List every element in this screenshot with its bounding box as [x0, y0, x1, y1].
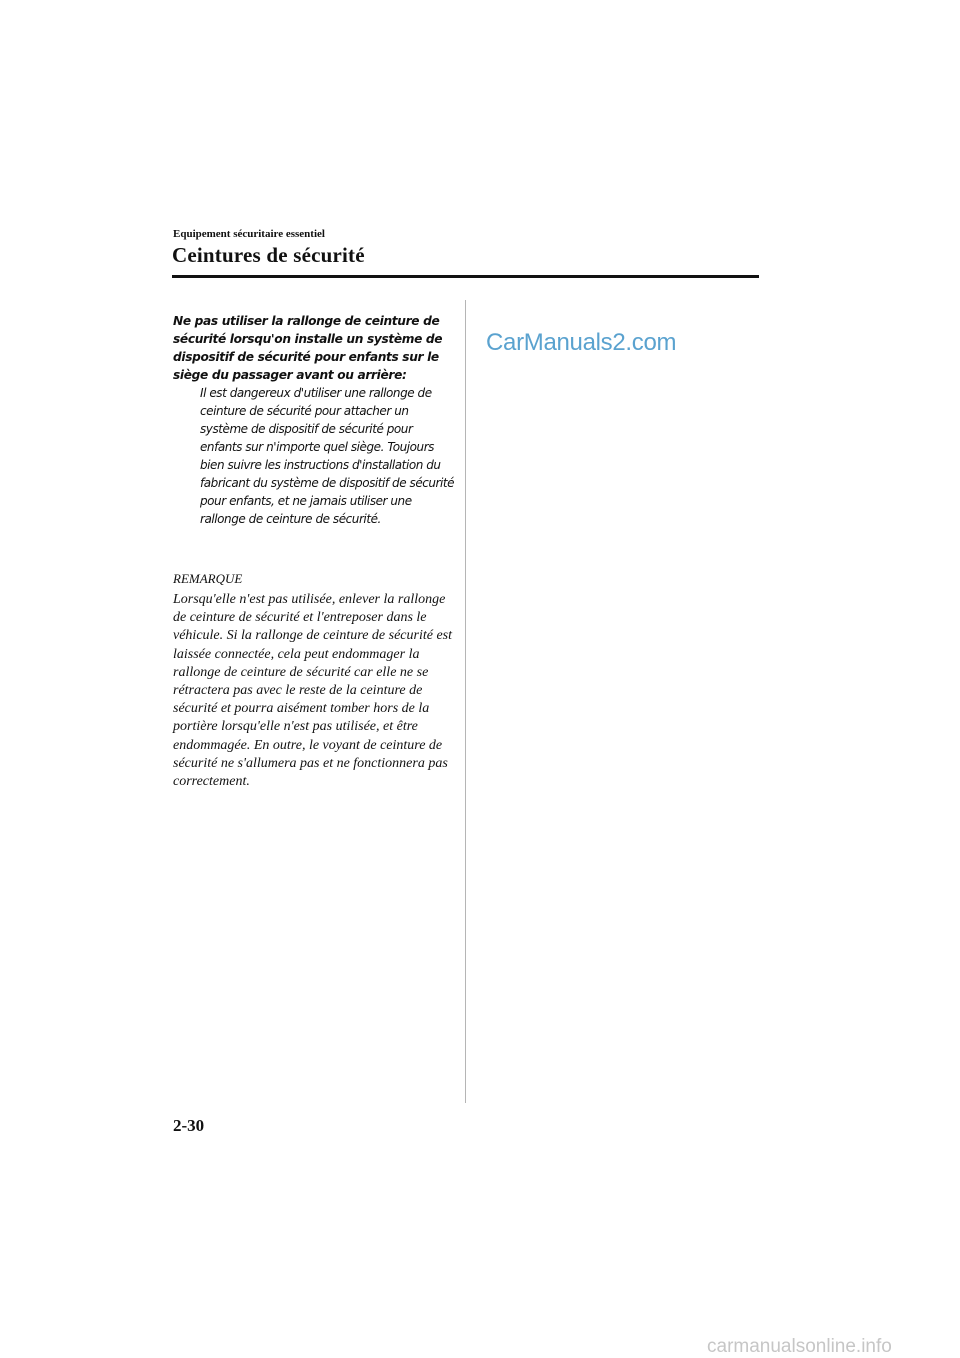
footer-watermark: carmanualsonline.info — [707, 1336, 892, 1357]
note-body: Lorsqu'elle n'est pas utilisée, enlever la rallonge de ceinture de sécurité et l'entreposer dans le véhicule. Si la rallonge de ceinture de sécurité est laissée connectée, cela peut endommager la rallonge de ceinture de sécurité car elle ne se rétractera pas avec le reste de la ceinture de sécurité et pourra aisément tomber hors de la portière lorsqu'elle n'est pas utilisée, et être endommagée. En outre, le voyant de ceinture de sécurité ne s'allumera pas et ne fonctionnera pas correctement. — [173, 592, 453, 790]
header-rule — [172, 275, 759, 278]
warning-heading: Ne pas utiliser la rallonge de ceinture de sécurité lorsqu'on installe un système de dispositif de sécurité pour enfants sur le siège du passager avant ou arrière: — [173, 314, 443, 382]
watermark-logo[interactable]: CarManuals2.com — [486, 329, 677, 356]
page-title: Ceintures de sécurité — [172, 243, 365, 267]
section-label: Equipement sécuritaire essentiel — [173, 228, 325, 240]
column-divider — [465, 300, 466, 1103]
note-label: REMARQUE — [173, 571, 243, 586]
warning-body: Il est dangereux d'utiliser une rallonge de ceinture de sécurité pour attacher un système de dispositif de sécurité pour enfants sur n'importe quel siège. Toujours bien suivre les instructions d'installation du fabricant du système de dispositif de sécurité pour enfants, et ne jamais utiliser une rallonge de ceinture de sécurité. — [200, 386, 455, 526]
page-number: 2-30 — [173, 1116, 205, 1135]
